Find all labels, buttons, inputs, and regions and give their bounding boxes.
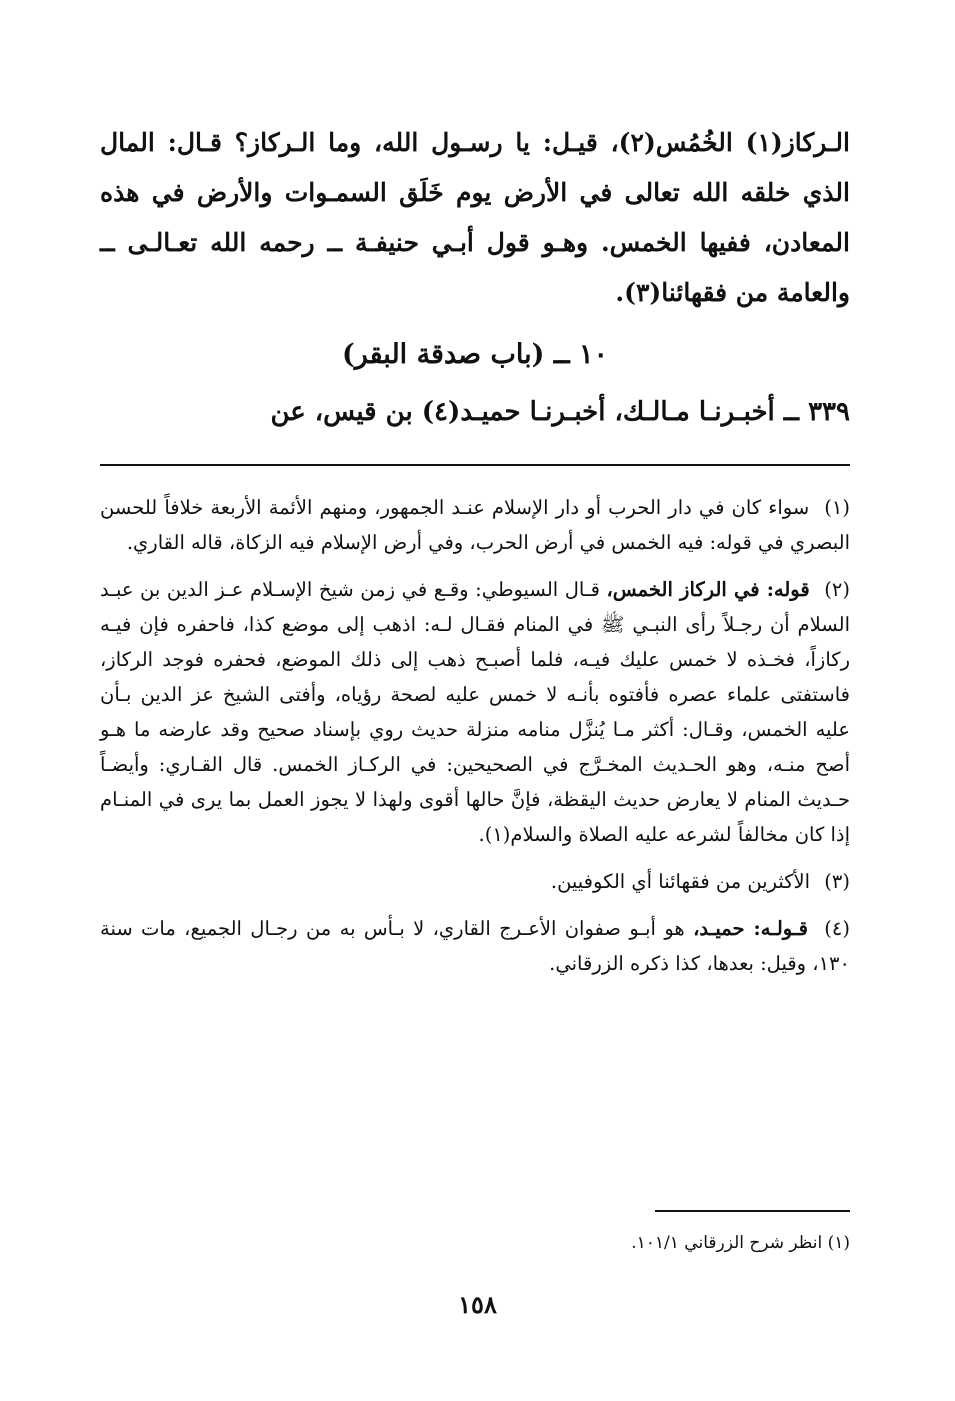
footnote-4 (100, 911, 850, 981)
footnote-3 (100, 864, 850, 899)
footnote-1 (100, 490, 850, 560)
footnote-number: (٣) (824, 870, 850, 893)
footnote-text: قـال السيوطي: وقـع في زمن شيخ الإسـلام عـز الدين بن عبـد السلام أن رجـلاً رأى النبـي ﷺ في المنام فقـال لـه: اذهب إلى موضع كذا، فاحفره فإن فيـه ركازاً، فخـذه لا خمس عليك فيـه، فلما أصبـح ذهب إلى ذلك الموضع، فحفره فوجد الركاز، فاستفتى علماء عصره فأفتوه بأنـه لا خمس عليه لصحة رؤياه، وأفتى الشيخ عز الدين بـأن عليه الخمس، وقـال: أكثر مـا يُنزَّل منامه منزلة حديث روي بإسناد صحيح وقد عارضه ما هـو أصح منـه، وهو الحـديث المخـرَّج في الصحيحين: في الركـاز الخمس. قال القـاري: وأيضـاً حـديث المنام لا يعارض حديث اليقظة، فإنَّ حالها أقوى ولهذا لا يجوز العمل بما يرى في المنـام إذا كان مخالفاً لشرعه عليه الصلاة والسلام(١). (100, 578, 850, 846)
hadith-line: ٣٣٩ ــ أخبـرنـا مـالـك، أخبـرنـا حميـد(٤) بن قيس، عن (270, 397, 850, 427)
footnote-number: (٢) (824, 578, 850, 601)
footnote-text: سواء كان في دار الحرب أو دار الإسلام عنـد الجمهور، ومنهم الأئمة الأربعة خلافاً للحسن البصري في قوله: فيه الخمس في أرض الحرب، وفي أرض الإسلام فيه الزكاة، قاله القاري. (100, 496, 850, 554)
footnote-lead: قوله: في الركاز الخمس، (606, 578, 810, 601)
footnote-separator (100, 464, 850, 466)
main-text-paragraph: الـركاز(١) الخُمُس(٢)، قيـل: يا رسـول الله، وما الـركاز؟ قـال: المال الذي خلقه الله تعالى في الأرض يوم خَلَق السمـوات والأرض في هذه المعادن، ففيها الخمس. وهـو قول أبـي حنيفـة ــ رحمه الله تعـالـى ــ والعامة من فقهائنا(٣). (100, 128, 850, 307)
footnote-text: الأكثرين من فقهائنا أي الكوفيين. (550, 870, 811, 893)
subnote: (١) انظر شرح الزرقاني ١٠١/١. (631, 1233, 850, 1253)
footnote-text: هو أبـو صفوان الأعـرج القاري، لا بـأس به من رجـال الجميع، مات سنة ١٣٠، وقيل: بعدها، كذا ذكره الزرقاني. (100, 917, 850, 975)
footnotes (100, 490, 850, 993)
footnote-number: (٤) (824, 917, 850, 940)
section-heading: ١٠ ــ (باب صدقة البقر) (341, 339, 609, 370)
subnote-separator (655, 1210, 850, 1212)
page-number: ١٥٨ (458, 1290, 497, 1319)
footnote-number: (١) (824, 496, 850, 519)
footnote-lead: قـولـه: حميـد، (693, 917, 808, 940)
footnote-2 (100, 572, 850, 852)
